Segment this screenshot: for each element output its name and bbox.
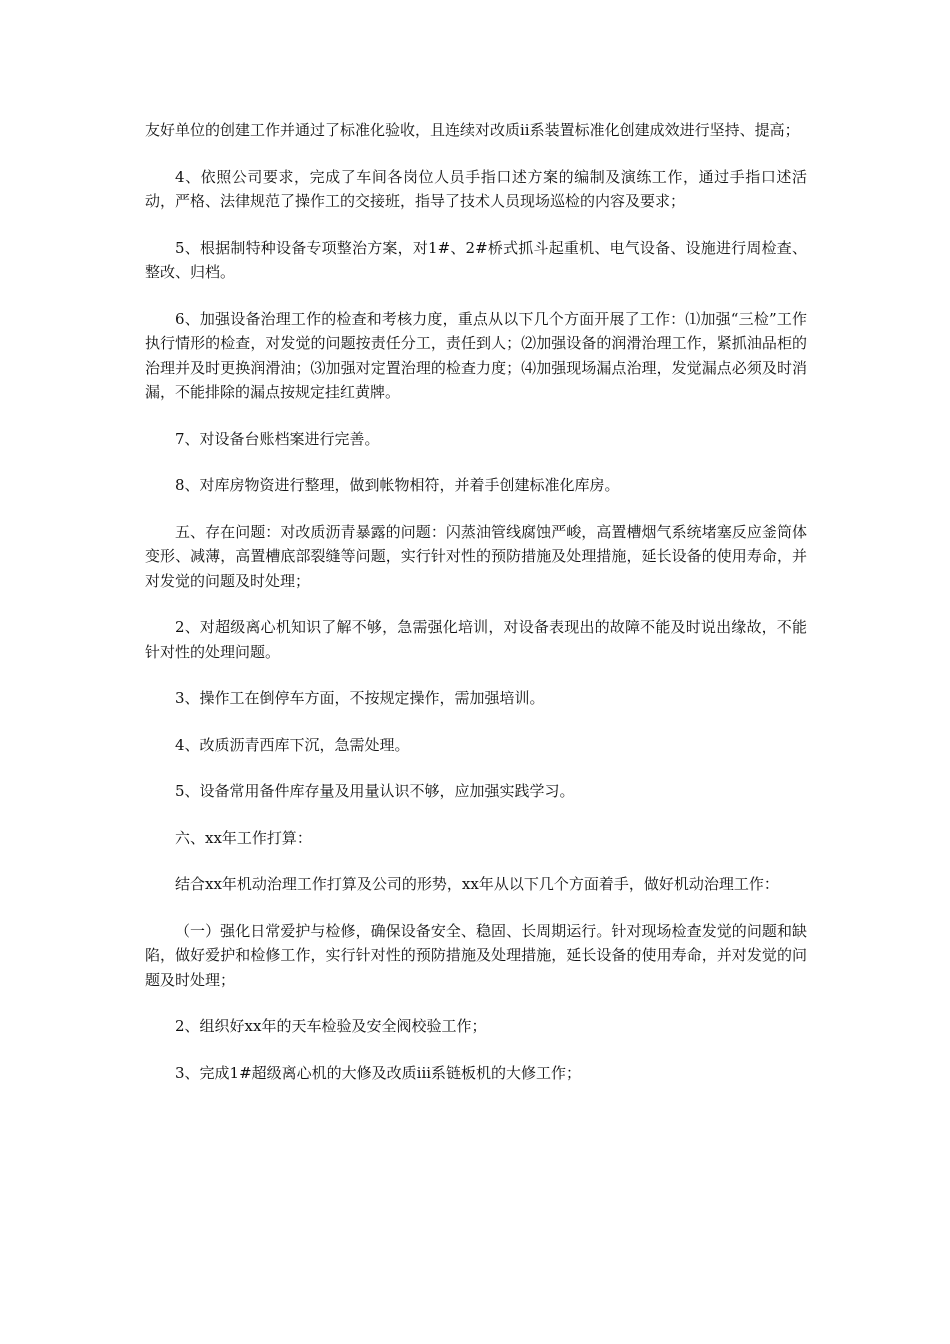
paragraph-problem-2: 2、对超级离心机知识了解不够，急需强化培训，对设备表现出的故障不能及时说出缘故，不能针对性的处理问题。	[145, 618, 807, 661]
paragraph-problem-3: 3、操作工在倒停车方面，不按规定操作，需加强培训。	[175, 689, 545, 707]
paragraph-plan-1: （一）强化日常爱护与检修，确保设备安全、稳固、长周期运行。针对现场检查发觉的问题和缺陷，做好爱护和检修工作，实行针对性的预防措施及处理措施，延长设备的使用寿命，并对发觉的问题及时处理；	[145, 921, 807, 989]
paragraph-item-8: 8、对库房物资进行整理，做到帐物相符，并着手创建标准化库房。	[175, 476, 620, 494]
paragraph-plan-2: 2、组织好xx年的天车检验及安全阀校验工作；	[175, 1017, 487, 1035]
paragraph-section-6-heading: 六、xx年工作打算：	[175, 828, 312, 847]
paragraph-section-6-intro: 结合xx年机动治理工作打算及公司的形势，xx年从以下几个方面着手，做好机动治理工作：	[175, 875, 779, 893]
paragraph-item-7: 7、对设备台账档案进行完善。	[175, 429, 380, 448]
paragraph-section-5-problems: 五、存在问题：对改质沥青暴露的问题：闪蒸油管线腐蚀严峻，高置槽烟气系统堵塞反应釜筒体变形、减薄，高置槽底部裂缝等问题，实行针对性的预防措施及处理措施，延长设备的使用寿命，并对发觉的问题及时处理；	[145, 522, 807, 590]
paragraph-item-6: 6、加强设备治理工作的检查和考核力度，重点从以下几个方面开展了工作：⑴加强“三检”工作执行情形的检查，对发觉的问题按责任分工，责任到人；⑵加强设备的润滑治理工作，紧抓油品柜的治理并及时更换润滑油；⑶加强对定置治理的检查力度；⑷加强现场漏点治理，发觉漏点必须及时消漏，不能排除的漏点按规定挂红黄牌。	[145, 309, 807, 401]
paragraph-item-5: 5、根据制特种设备专项整治方案，对1#、2#桥式抓斗起重机、电气设备、设施进行周检查、整改、归档。	[145, 238, 807, 281]
paragraph-problem-5: 5、设备常用备件库存量及用量认识不够，应加强实践学习。	[175, 782, 575, 800]
paragraph-continuation: 友好单位的创建工作并通过了标准化验收，且连续对改质ii系装置标准化创建成效进行坚持、提高；	[145, 121, 800, 139]
document-body	[145, 118, 807, 1107]
paragraph-problem-4: 4、改质沥青西库下沉，急需处理。	[175, 735, 410, 754]
paragraph-item-4: 4、依照公司要求，完成了车间各岗位人员手指口述方案的编制及演练工作，通过手指口述活动，严格、法律规范了操作工的交接班，指导了技术人员现场巡检的内容及要求；	[145, 167, 807, 210]
paragraph-plan-3: 3、完成1#超级离心机的大修及改质iii系链板机的大修工作；	[175, 1063, 582, 1082]
